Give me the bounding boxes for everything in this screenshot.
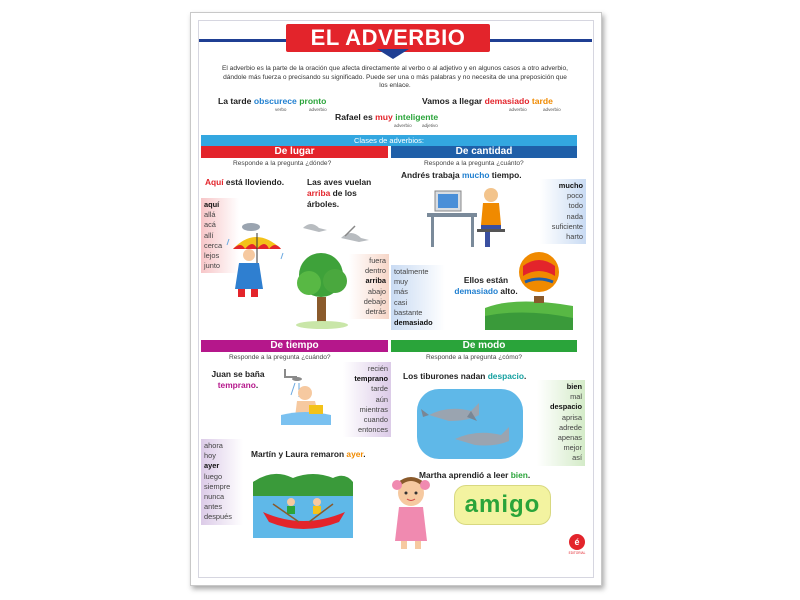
adverb-word: nunca (204, 492, 225, 502)
lugar-sentence-2: Las aves vuelan arriba de los árboles. (307, 177, 372, 209)
label-adverbio: adverbio (394, 123, 412, 128)
section-tiempo-title: De tiempo (201, 340, 388, 352)
intro-paragraph: El adverbio es la parte de la oración que afecta directamente al verbo o al adjetivo y en algunos casos a otro adverbio, dándole más fuerza o precisando su significado. Puede ser una o más palabras y no necesita de una preposición que los enlace. (221, 65, 569, 90)
adverb-word: mucho (558, 181, 583, 190)
adverb-word: antes (204, 502, 223, 512)
example-1: La tarde obscurece pronto (218, 96, 327, 106)
adverb-word: nada (566, 211, 583, 221)
label-adverbio: adverbio (543, 107, 561, 112)
adverb-word: mientras (359, 404, 388, 414)
label-adverbio: adverbio (309, 107, 327, 112)
label-adjetivo: adjetivo (422, 123, 438, 128)
adverb-word: detrás (365, 307, 386, 317)
title-right-stripe (490, 39, 592, 42)
adverb-word: siempre (204, 481, 231, 491)
adverb-word: ahora (204, 441, 223, 450)
hot-air-balloon-illustration (485, 246, 573, 330)
section-modo-title: De modo (391, 340, 577, 352)
section-tiempo-question: Responde a la pregunta ¿cuándo? (229, 354, 331, 361)
adverb-word: apenas (557, 433, 582, 443)
boy-in-shower-illustration (275, 365, 335, 427)
adverb-word: dentro (365, 266, 386, 276)
adverb-word: todo (568, 201, 583, 211)
label-adverbio: adverbio (509, 107, 527, 112)
section-lugar-question: Responde a la pregunta ¿dónde? (233, 160, 332, 167)
example-2: Vamos a llegar demasiado tarde (422, 96, 553, 106)
tiempo-sentence-2: Martín y Laura remaron ayer. (251, 449, 366, 459)
adverb-word: aún (375, 394, 388, 404)
girl-reading-illustration (391, 471, 431, 553)
adverb-word: tarde (371, 384, 388, 394)
adverb-word: así (572, 453, 582, 463)
adverb-word: temprano (354, 374, 388, 384)
adverb-word: más (394, 287, 408, 297)
cantidad-sentence-1: Andrés trabaja mucho tiempo. (401, 170, 522, 180)
adverb-word: demasiado (394, 318, 433, 328)
title-left-stripe (199, 39, 287, 42)
adverb-word: mal (570, 392, 582, 402)
adverb-word: poco (566, 191, 583, 201)
adverb-word: fuera (369, 256, 386, 265)
section-cantidad-title: De cantidad (391, 146, 577, 158)
adverb-word: adrede (558, 422, 582, 432)
adverb-word: mejor (563, 443, 582, 453)
girl-with-umbrella-illustration (225, 219, 287, 301)
tree-illustration (293, 249, 351, 329)
adverb-word: acá (204, 220, 216, 230)
page-title: EL ADVERBIO (310, 25, 466, 50)
boy-at-computer-illustration (421, 185, 511, 251)
adverb-word: despacio (549, 402, 582, 412)
modo-word-list (537, 380, 585, 466)
lugar-word-list-2 (349, 254, 389, 319)
modo-sentence-2: Martha aprendió a leer bien. (419, 470, 531, 480)
example-3: Rafael es muy inteligente (335, 112, 439, 122)
lugar-sentence-1: Aquí está lloviendo. (205, 177, 285, 187)
adverb-word: cuando (363, 415, 388, 425)
adverb-word: bastante (394, 307, 423, 317)
tiempo-word-list-2 (201, 439, 243, 525)
adverb-poster (190, 12, 602, 586)
section-lugar-title: De lugar (201, 146, 388, 158)
section-cantidad-question: Responde a la pregunta ¿cuánto? (424, 160, 524, 167)
adverb-word: abajo (367, 286, 386, 296)
publisher-logo: é (569, 534, 585, 550)
adverb-word: arriba (365, 276, 386, 286)
classes-header: Clases de adverbios: (201, 135, 577, 146)
tiempo-sentence-1: Juan se baña temprano. (211, 369, 265, 390)
title-chevron (377, 49, 409, 59)
tiempo-word-list-1 (343, 362, 391, 437)
cantidad-sentence-2: Ellos están demasiado alto. (454, 275, 518, 296)
cantidad-word-list-1 (540, 179, 586, 244)
adverb-word: después (204, 512, 232, 522)
adverb-word: allí (204, 230, 214, 240)
speech-bubble (454, 485, 551, 525)
couple-rowing-illustration (253, 468, 353, 538)
title-banner (286, 24, 490, 52)
adverb-word: debajo (363, 296, 386, 306)
adverb-word: luego (204, 471, 223, 481)
sharks-illustration (415, 385, 525, 461)
adverb-word: cerca (204, 240, 223, 250)
adverb-word: harto (566, 232, 583, 242)
label-verbo: verbo (275, 107, 287, 112)
adverb-word: totalmente (394, 267, 429, 276)
bubble-word: amigo (464, 491, 541, 518)
adverb-word: junto (204, 261, 221, 271)
adverb-word: hoy (204, 451, 216, 461)
birds-illustration (301, 218, 371, 248)
adverb-word: aquí (204, 200, 220, 209)
adverb-word: aprisa (561, 412, 582, 422)
modo-sentence-1: Los tiburones nadan despacio. (403, 371, 527, 381)
adverb-word: lejos (204, 251, 220, 261)
adverb-word: suficiente (551, 221, 583, 231)
adverb-word: entonces (358, 425, 388, 435)
adverb-word: recién (367, 364, 388, 373)
adverb-word: allá (204, 210, 216, 220)
adverb-word: casi (394, 297, 408, 307)
adverb-word: bien (566, 382, 582, 391)
adverb-word: ayer (204, 461, 220, 471)
publisher-name: EDITORIAL (568, 551, 586, 555)
section-modo-question: Responde a la pregunta ¿cómo? (426, 354, 523, 361)
cantidad-word-list-2 (391, 265, 445, 330)
adverb-word: muy (394, 277, 408, 287)
